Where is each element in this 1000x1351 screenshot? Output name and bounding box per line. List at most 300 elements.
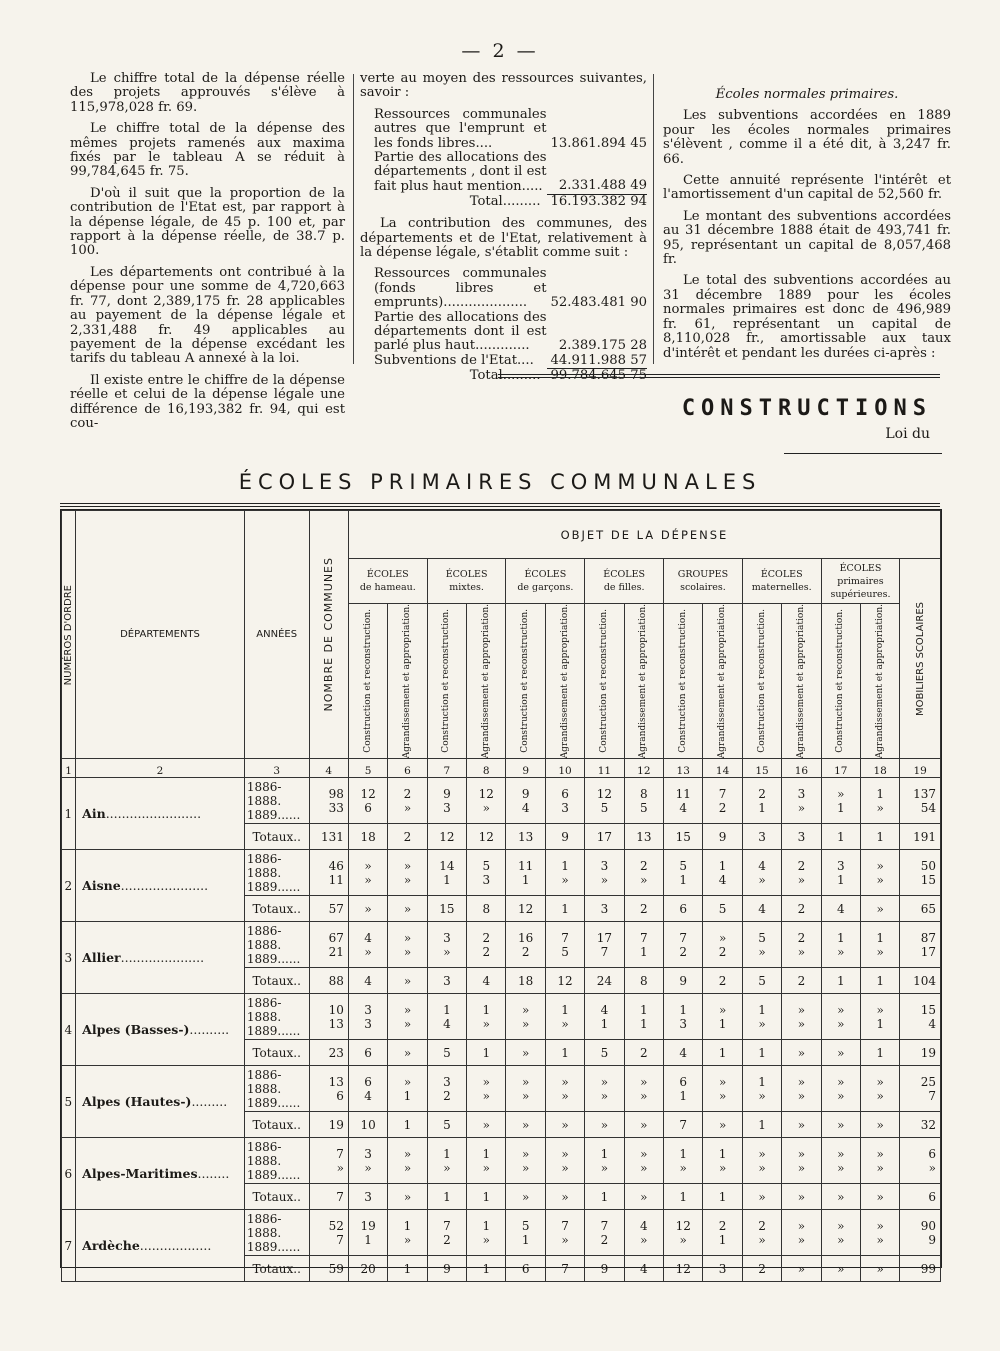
separator-rule [784, 453, 942, 454]
value-1889: 3 [561, 800, 569, 815]
column-divider [353, 74, 354, 364]
department-name [76, 1210, 245, 1282]
value-1886-1888: » [876, 1002, 884, 1017]
year-2: 1889...... [246, 1023, 301, 1038]
data-cell [860, 994, 899, 1040]
value-1886-1888: 1 [718, 1146, 727, 1161]
total-cell: 5 [427, 1112, 466, 1138]
leader-dots: .......... [189, 1022, 230, 1038]
separator-rule [498, 374, 940, 378]
paragraph: Les subventions accordées en 1889 pour les écoles normales primaires s'élèvent , comme il a été dit, à 3,247 fr. 66. [663, 108, 951, 167]
total-cell: » [585, 1112, 624, 1138]
year-2: 1889...... [246, 951, 301, 966]
header-order-numbers: NUMÉROS D'ORDRE [62, 511, 76, 759]
value-1889: 1 [640, 1016, 648, 1031]
data-cell [348, 994, 387, 1040]
total-cell: 5 [585, 1040, 624, 1066]
value-1886-1888: » [837, 1146, 845, 1161]
year-1: 1886-1888. [246, 1139, 282, 1168]
value-1886-1888: 6 [679, 1074, 688, 1089]
value-1889: 11 [328, 872, 344, 887]
total-cell: 20 [348, 1256, 387, 1282]
value-1886-1888: » [403, 1146, 412, 1161]
value-1889: » [443, 944, 451, 959]
data-cell [585, 1066, 624, 1112]
value-1889: 2 [718, 944, 727, 959]
value-1886-1888: 87 [920, 930, 936, 945]
total-cell: » [821, 1256, 860, 1282]
data-cell [506, 1210, 545, 1256]
header-group [664, 559, 743, 604]
value-1886-1888: » [640, 1146, 648, 1161]
total-cell: 3 [427, 968, 466, 994]
data-cell [309, 1210, 348, 1256]
data-cell [664, 922, 703, 968]
order-number: 6 [62, 1138, 76, 1210]
data-cell [742, 922, 781, 968]
totals-label: Totaux.. [244, 1256, 309, 1282]
header-group [427, 559, 506, 604]
data-cell [348, 922, 387, 968]
value-1886-1888: » [561, 1074, 569, 1089]
department-label: Alpes (Basses-) [82, 1022, 190, 1038]
value-1886-1888: 3 [600, 858, 609, 873]
value-1886-1888: 2 [482, 930, 491, 945]
value-1886-1888: » [797, 1218, 806, 1233]
ledger-value: 13.861.894 45 [550, 135, 647, 151]
column-number: 16 [782, 759, 821, 778]
value-1886-1888: 6 [561, 786, 569, 801]
year-2: 1889...... [246, 1095, 301, 1110]
year-1: 1886-1888. [246, 1067, 282, 1096]
data-cell [860, 922, 899, 968]
value-1886-1888: » [718, 1074, 727, 1089]
value-1886-1888: 137 [913, 786, 936, 801]
total-cell: 2 [782, 968, 821, 994]
value-1886-1888: 4 [640, 1218, 648, 1233]
data-cell [585, 1138, 624, 1184]
value-1886-1888: 3 [364, 1146, 372, 1161]
table-row [62, 1066, 941, 1112]
data-cell [506, 778, 545, 824]
value-1886-1888: 4 [600, 1002, 609, 1017]
group-subtitle: de hameau. [359, 582, 416, 593]
data-cell [585, 1210, 624, 1256]
header-agrandissement: Agrandissement et appropriation. [545, 604, 584, 759]
value-1889: » [679, 1232, 687, 1247]
value-1886-1888: » [403, 930, 412, 945]
data-cell [467, 1138, 506, 1184]
total-cell: 1 [427, 1184, 466, 1210]
value-1886-1888: » [797, 1146, 806, 1161]
total-cell: 1 [742, 1040, 781, 1066]
header-years: ANNÉES [244, 511, 309, 759]
total-cell: 8 [467, 896, 506, 922]
year-range [244, 1210, 309, 1256]
value-1889: 5 [640, 800, 648, 815]
value-1886-1888: » [837, 1218, 845, 1233]
value-1886-1888: » [521, 1146, 530, 1161]
paragraph: Le chiffre total de la dépense réelle des projets approuvés s'élève à 115,978,028 fr. 69. [70, 71, 345, 115]
value-1886-1888: 7 [336, 1146, 344, 1161]
value-1889: » [758, 1232, 766, 1247]
value-1886-1888: » [837, 786, 845, 801]
group-title: ÉCOLES [524, 569, 567, 580]
column-number: 13 [664, 759, 703, 778]
value-1889: » [640, 1088, 648, 1103]
value-1886-1888: 19 [360, 1218, 376, 1233]
value-1889: 2 [443, 1088, 451, 1103]
value-1886-1888: 13 [328, 1074, 344, 1089]
page-number: — 2 — [461, 40, 539, 62]
data-cell [664, 1138, 703, 1184]
paragraph: D'où il suit que la proportion de la contribution de l'Etat est, par rapport à la dépense légale, de 45 p. 100 et, par rapport à la dépense réelle, de 38.7 p. 100. [70, 185, 345, 259]
leader-dots: ..................... [120, 950, 205, 966]
value-1889: » [837, 944, 845, 959]
total-cell: » [860, 1256, 899, 1282]
total-cell: 2 [703, 968, 742, 994]
total-cell: 1 [388, 1112, 427, 1138]
total-cell: 191 [900, 824, 941, 850]
column-number: 10 [545, 759, 584, 778]
value-1889: 1 [718, 1016, 727, 1031]
year-range [244, 1066, 309, 1112]
value-1889: 33 [328, 800, 344, 815]
value-1886-1888: 15 [920, 1002, 936, 1017]
header-construction: Construction et reconstruction. [742, 604, 781, 759]
value-1889: 4 [718, 872, 727, 887]
value-1889: » [482, 1160, 490, 1175]
data-cell [703, 1210, 742, 1256]
ledger-value: 44.911.988 57 [550, 352, 647, 368]
data-cell [821, 1066, 860, 1112]
data-cell [467, 994, 506, 1040]
statistics-table [60, 509, 942, 1276]
value-1886-1888: » [876, 1074, 884, 1089]
order-number: 5 [62, 1066, 76, 1138]
data-cell [585, 922, 624, 968]
total-cell: 9 [703, 824, 742, 850]
paragraph: Le total des subventions accordées au 31 décembre 1889 pour les écoles normales primaires est donc de 496,989 fr. 61, représentant un capital de 8,110,028 fr., amortissable aux taux d'intérêt et pendant les durées ci-après : [663, 273, 951, 361]
value-1886-1888: 12 [675, 1218, 691, 1233]
section-heading: Écoles normales primaires. [715, 87, 899, 102]
total-cell: 131 [309, 824, 348, 850]
total-cell: 24 [585, 968, 624, 994]
leader-dots: ........ [197, 1166, 230, 1182]
value-1889: 1 [403, 1088, 412, 1103]
data-cell [624, 850, 663, 896]
data-cell [900, 850, 941, 896]
data-cell [467, 922, 506, 968]
department-name [76, 922, 245, 994]
data-cell [348, 1138, 387, 1184]
value-1889: » [758, 1016, 766, 1031]
value-1889: » [521, 1160, 530, 1175]
value-1886-1888: 7 [561, 930, 569, 945]
data-cell [388, 994, 427, 1040]
value-1889: » [364, 944, 372, 959]
value-1886-1888: » [797, 1002, 806, 1017]
paragraph: Le montant des subventions accordées au 31 décembre 1888 était de 493,741 fr. 95, représentant un capital de 8,057,468 fr. [663, 208, 951, 268]
total-cell: » [860, 896, 899, 922]
data-cell [624, 994, 663, 1040]
text-column-1 [70, 72, 345, 438]
data-cell [309, 778, 348, 824]
value-1889: 4 [521, 800, 530, 815]
value-1889: » [928, 1160, 936, 1175]
total-cell: » [506, 1112, 545, 1138]
data-cell [624, 778, 663, 824]
header-group [506, 559, 585, 604]
value-1889: 2 [482, 944, 491, 959]
data-cell [703, 850, 742, 896]
year-range [244, 1138, 309, 1184]
total-cell: 19 [309, 1112, 348, 1138]
data-cell [427, 778, 466, 824]
data-cell [821, 850, 860, 896]
header-agrandissement: Agrandissement et appropriation. [467, 604, 506, 759]
header-agrandissement: Agrandissement et appropriation. [703, 604, 742, 759]
data-cell [900, 1138, 941, 1184]
group-title: ÉCOLES [839, 562, 882, 574]
data-cell [506, 850, 545, 896]
table-row [62, 850, 941, 896]
data-cell [348, 1210, 387, 1256]
year-range [244, 778, 309, 824]
header-construction: Construction et reconstruction. [664, 604, 703, 759]
value-1886-1888: 1 [561, 858, 569, 873]
value-1886-1888: 9 [443, 786, 451, 801]
year-1: 1886-1888. [246, 851, 282, 880]
total-cell: 6 [506, 1256, 545, 1282]
data-cell [782, 922, 821, 968]
total-cell: 57 [309, 896, 348, 922]
column-number: 1 [62, 759, 76, 778]
value-1886-1888: 9 [521, 786, 530, 801]
value-1889: 2 [718, 800, 727, 815]
data-cell [506, 1138, 545, 1184]
total-cell: 1 [467, 1256, 506, 1282]
total-cell: » [821, 1184, 860, 1210]
paragraph: Cette annuité représente l'intérêt et l'amortissement d'un capital de 52,560 fr. [663, 173, 951, 203]
value-1886-1888: 1 [876, 786, 884, 801]
total-cell: 23 [309, 1040, 348, 1066]
value-1889: » [521, 1016, 530, 1031]
total-cell: 4 [467, 968, 506, 994]
value-1886-1888: » [403, 1074, 412, 1089]
table-row [62, 778, 941, 824]
value-1889: » [561, 1232, 569, 1247]
value-1889: » [561, 1016, 569, 1031]
data-cell [782, 1138, 821, 1184]
total-cell: 5 [427, 1040, 466, 1066]
total-cell: » [860, 1112, 899, 1138]
total-cell: 8 [624, 968, 663, 994]
column-number: 2 [76, 759, 245, 778]
value-1889: 1 [718, 1232, 727, 1247]
paragraph: Les départements ont contribué à la dépense pour une somme de 4,720,663 fr. 77, dont 2,389,175 fr. 28 applicables au payement de la dépense légale et 2,331,488 fr. 49 applicables au payement de la dépense excédant les tarifs du tableau A annexé à la loi. [70, 264, 345, 367]
data-cell [782, 1066, 821, 1112]
value-1886-1888: 98 [328, 786, 344, 801]
data-cell [388, 1066, 427, 1112]
department-name [76, 850, 245, 922]
value-1886-1888: 3 [797, 786, 806, 801]
ledger-total-value: 99.784.645 75 [547, 369, 647, 384]
total-cell: » [624, 1112, 663, 1138]
total-cell: » [782, 1184, 821, 1210]
data-cell [860, 1138, 899, 1184]
value-1889: » [837, 1160, 845, 1175]
value-1889: 3 [679, 1016, 688, 1031]
total-cell: » [782, 1112, 821, 1138]
column-number: 11 [585, 759, 624, 778]
data-cell [782, 850, 821, 896]
column-number: 4 [309, 759, 348, 778]
data-cell [821, 922, 860, 968]
column-number: 7 [427, 759, 466, 778]
value-1886-1888: 1 [718, 858, 727, 873]
value-1889: » [876, 944, 884, 959]
value-1886-1888: 2 [758, 1218, 766, 1233]
column-number: 12 [624, 759, 663, 778]
total-cell: 1 [545, 1040, 584, 1066]
total-cell: 13 [624, 824, 663, 850]
data-cell [506, 1066, 545, 1112]
data-cell [664, 778, 703, 824]
group-title: ÉCOLES [445, 569, 488, 580]
value-1886-1888: 6 [364, 1074, 372, 1089]
data-cell [782, 778, 821, 824]
value-1889: » [364, 872, 372, 887]
value-1889: 7 [600, 944, 609, 959]
value-1886-1888: » [364, 858, 372, 873]
value-1889: » [797, 872, 806, 887]
total-cell: 65 [900, 896, 941, 922]
year-2: 1889...... [246, 807, 301, 822]
value-1889: 4 [443, 1016, 451, 1031]
data-cell [900, 994, 941, 1040]
value-1889: » [758, 872, 766, 887]
paragraph: Le chiffre total de la dépense des mêmes projets ramenés aux maxima fixés par le tableau A se réduit à 99,784,645 fr. 75. [70, 121, 345, 180]
value-1889: 3 [443, 800, 451, 815]
data-cell [467, 1210, 506, 1256]
data-cell [821, 778, 860, 824]
value-1886-1888: 1 [758, 1002, 766, 1017]
data-cell [545, 1138, 584, 1184]
value-1886-1888: 1 [758, 1074, 766, 1089]
data-cell [348, 1066, 387, 1112]
value-1889: » [600, 872, 609, 887]
ledger-label: Partie des allocations des départements , dont il est fait plus haut mention..... [374, 150, 547, 194]
value-1886-1888: » [837, 1074, 845, 1089]
column-number: 17 [821, 759, 860, 778]
column-divider [653, 74, 654, 364]
value-1886-1888: 11 [518, 858, 534, 873]
table-row [62, 1210, 941, 1256]
total-cell: 104 [900, 968, 941, 994]
value-1889: » [797, 1088, 806, 1103]
value-1886-1888: 6 [928, 1146, 936, 1161]
data-cell [860, 778, 899, 824]
data-cell [703, 1066, 742, 1112]
total-cell: 10 [348, 1112, 387, 1138]
total-cell: 1 [860, 968, 899, 994]
data-cell [703, 1138, 742, 1184]
ledger-resources [360, 108, 647, 209]
total-cell: » [782, 1256, 821, 1282]
total-cell: » [782, 1040, 821, 1066]
header-group [821, 559, 900, 604]
value-1889: 7 [336, 1232, 344, 1247]
ledger-total-value: 16.193.382 94 [547, 194, 647, 209]
value-1886-1888: 25 [920, 1074, 936, 1089]
value-1889: 1 [521, 1232, 530, 1247]
value-1889: 5 [561, 944, 569, 959]
value-1889: » [640, 872, 648, 887]
value-1889: » [876, 1088, 884, 1103]
text-column-2 [360, 72, 647, 384]
column-number: 6 [388, 759, 427, 778]
order-number: 2 [62, 850, 76, 922]
total-cell: 59 [309, 1256, 348, 1282]
totals-label: Totaux.. [244, 896, 309, 922]
year-1: 1886-1888. [246, 1211, 282, 1240]
total-cell: 15 [427, 896, 466, 922]
ledger-label: Ressources communales autres que l'emprunt et les fonds libres.... [374, 106, 547, 151]
data-cell [664, 850, 703, 896]
total-cell: 7 [664, 1112, 703, 1138]
value-1889: 3 [364, 1016, 372, 1031]
total-cell: 12 [506, 896, 545, 922]
data-cell [309, 850, 348, 896]
data-cell [821, 1138, 860, 1184]
value-1889: » [876, 872, 884, 887]
year-2: 1889...... [246, 1239, 301, 1254]
total-cell: » [821, 1112, 860, 1138]
column-number: 3 [244, 759, 309, 778]
value-1889: 15 [920, 872, 936, 887]
header-departments: DÉPARTEMENTS [76, 511, 245, 759]
table-row [62, 922, 941, 968]
header-agrandissement: Agrandissement et appropriation. [860, 604, 899, 759]
department-label: Aisne [82, 878, 121, 894]
value-1886-1888: 4 [364, 930, 372, 945]
value-1889: 6 [364, 800, 372, 815]
value-1889: 1 [758, 800, 766, 815]
total-cell: 18 [506, 968, 545, 994]
value-1889: 1 [679, 872, 688, 887]
column-number: 19 [900, 759, 941, 778]
total-cell: 1 [388, 1256, 427, 1282]
group-subtitle: de filles. [603, 582, 645, 593]
total-cell: 4 [348, 968, 387, 994]
header-agrandissement: Agrandissement et appropriation. [782, 604, 821, 759]
group-subtitle: maternelles. [751, 582, 812, 593]
data-cell [506, 994, 545, 1040]
paragraph: La contribution des communes, des départements et de l'Etat, relativement à la dépense légale, s'établit comme suit : [360, 216, 647, 260]
value-1889: 4 [364, 1088, 372, 1103]
data-cell [664, 1066, 703, 1112]
value-1889: 2 [521, 944, 530, 959]
data-cell [860, 1210, 899, 1256]
value-1886-1888: 52 [328, 1218, 344, 1233]
total-cell: 6 [900, 1184, 941, 1210]
total-cell: 18 [348, 824, 387, 850]
data-cell [742, 994, 781, 1040]
value-1886-1888: » [561, 1146, 569, 1161]
total-cell: 99 [900, 1256, 941, 1282]
order-number: 3 [62, 922, 76, 994]
